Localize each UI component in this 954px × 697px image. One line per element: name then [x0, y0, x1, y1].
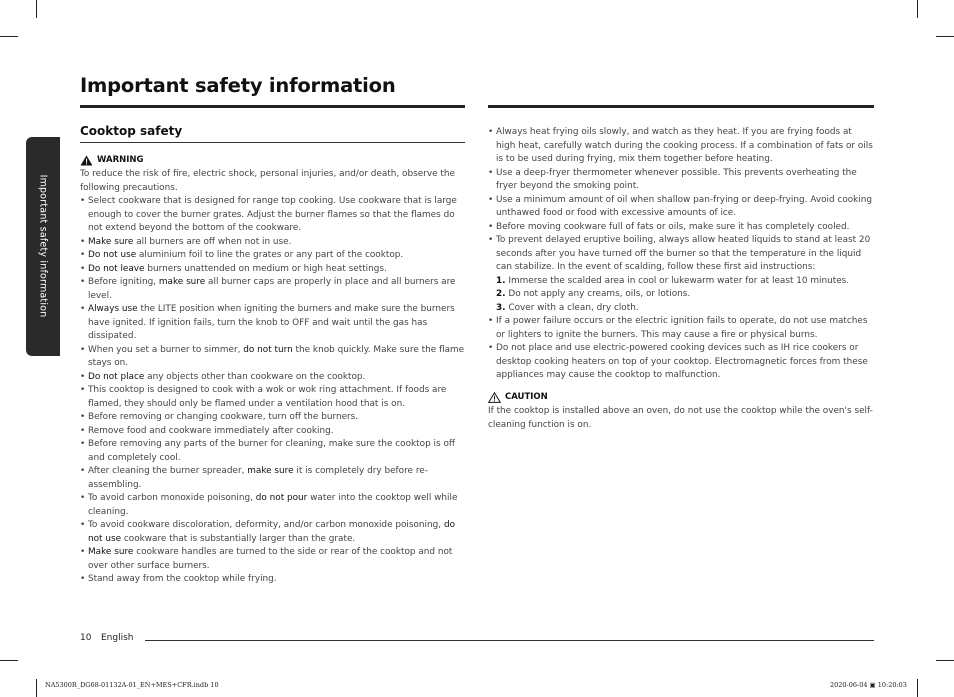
warning-intro: To reduce the risk of fire, electric shock, personal injuries, and/or death, observe the following precautions.: [80, 169, 455, 193]
side-tab-label: Important safety information: [37, 174, 49, 318]
list-item: [80, 411, 465, 425]
emphasis-text: do not pour: [255, 493, 308, 503]
list-item: [80, 384, 465, 411]
item-text: When you set a burner to simmer,: [88, 344, 244, 355]
list-item: • If a power failure occurs or the electric ignition fails to operate, do not use matches or lighters to ignite the burners. This may cause a fire or physical burns.: [488, 315, 874, 342]
crop-mark: [36, 679, 37, 697]
step-text: Immerse the scalded area in cool or lukewarm water for at least 10 minutes.: [505, 275, 850, 286]
list-item: • Before moving cookware full of fats or oils, make sure it has completely cooled.: [488, 221, 874, 235]
list-item: [80, 236, 465, 250]
item-text: To avoid carbon monoxide poisoning,: [88, 493, 256, 503]
page-language: English: [101, 633, 134, 643]
power-failure-list: [488, 315, 874, 383]
item-text: cookware handles are turned to the side or rear of the cooktop and not over other surface burners.: [88, 547, 453, 571]
list-item: • Use a deep-fryer thermometer whenever possible. This prevents overheating the fryer beyond the smoking point.: [488, 167, 874, 194]
list-item: • Always heat frying oils slowly, and watch as they heat. If you are frying foods at high heat, carefully watch during the cooking process. If a combination of fats or oils is to be used during frying, mix them together before heating.: [488, 126, 874, 167]
item-text: Select cookware that is designed for range top cooking. Use cookware that is large enough to cover the burner grates. Adjust the burner flames so that the flames do not extend beyond the bottom of the cookware.: [88, 196, 457, 233]
title-rule-right: [488, 105, 874, 108]
step-number: 1.: [496, 275, 506, 286]
item-text: Before removing any parts of the burner for cleaning, make sure the cooktop is off and completely cool.: [88, 439, 455, 463]
item-text: all burners are off when not in use.: [133, 236, 292, 247]
warning-label: WARNING: [97, 154, 144, 165]
step-text: Do not apply any creams, oils, or lotions.: [505, 289, 691, 299]
item-text: This cooktop is designed to cook with a wok or wok ring attachment. If foods are flamed, they should only be flamed under a ventilation hood that is on.: [88, 385, 447, 409]
item-text: the knob quickly. Make sure the flame stays on.: [88, 344, 465, 368]
crop-mark: [917, 679, 918, 697]
emphasis-text: make sure: [158, 277, 206, 287]
list-item: [80, 546, 465, 573]
crop-mark: [0, 660, 18, 661]
item-text: it is completely dry before re-assembling.: [88, 466, 428, 490]
crop-mark: [36, 0, 37, 18]
step-item: [496, 302, 874, 316]
crop-mark: [0, 36, 18, 37]
list-item: [80, 371, 465, 385]
emphasis-text: make sure: [247, 466, 294, 476]
list-item: [80, 425, 465, 439]
list-item: [80, 492, 465, 519]
emphasis-text: do not use: [88, 520, 456, 544]
item-text: any objects other than cookware on the cooktop.: [144, 371, 366, 382]
title-rule-left: [80, 105, 465, 108]
item-text: To avoid cookware discoloration, deformity, and/or carbon monoxide poisoning,: [88, 520, 444, 530]
list-item: • To prevent delayed eruptive boiling, always allow heated liquids to stand at least 20 seconds after you have turned off the burner so that the temperature in the liquid can stabilize. In the event of scalding, follow these first aid instructions:: [488, 234, 874, 275]
crop-mark: [917, 0, 918, 18]
list-item: • Use a minimum amount of oil when shallow pan-frying or deep-frying. Avoid cooking unthawed food or food with excessive amounts of ice.: [488, 194, 874, 221]
emphasis-text: Do not use: [88, 250, 137, 260]
emphasis-text: Always use: [88, 304, 138, 314]
frying-list: [488, 126, 874, 275]
item-text: water into the cooktop well while cleaning.: [88, 493, 458, 517]
page-number: 10: [80, 633, 92, 643]
left-column: [80, 125, 465, 587]
print-date-imprint: 2020-06-04 ▣ 10:20:03: [830, 681, 907, 689]
crop-mark: [936, 660, 954, 661]
list-item: • Do not place and use electric-powered cooking devices such as IH rice cookers or desktop cooking heaters on top of your cooktop. Electromagnetic forces from these appliances may cause the cooktop to malfunction.: [488, 342, 874, 383]
item-text: Before removing or changing cookware, turn off the burners.: [88, 412, 359, 422]
list-item: [80, 344, 465, 371]
item-text: Stand away from the cooktop while frying.: [88, 574, 277, 584]
right-column: [488, 126, 874, 432]
print-file-imprint: NA5300R_DG68-01132A-01_EN+MES+CFR.indb 10: [45, 681, 219, 689]
list-item: [80, 195, 465, 236]
warning-icon: [80, 155, 93, 166]
item-text: cookware that is substantially larger than the grate.: [121, 533, 356, 544]
footer-rule: [145, 640, 874, 641]
emphasis-text: Do not leave: [88, 263, 145, 274]
list-item: [80, 276, 465, 303]
section-title: Cooktop safety: [80, 125, 465, 143]
crop-mark: [936, 36, 954, 37]
list-item: [80, 519, 465, 546]
list-item: [80, 303, 465, 344]
item-text: Remove food and cookware immediately after cooking.: [88, 425, 334, 436]
step-item: [496, 288, 874, 302]
emphasis-text: Do not place: [88, 371, 145, 382]
list-item: [80, 573, 465, 587]
emphasis-text: do not turn: [243, 344, 293, 355]
caution-icon: [488, 392, 501, 403]
warning-list: [80, 195, 465, 587]
caution-heading: [488, 391, 874, 405]
step-number: 2.: [496, 289, 506, 299]
warning-heading: [80, 154, 465, 168]
step-item: [496, 275, 874, 289]
item-text: Before igniting,: [88, 277, 159, 287]
item-text: After cleaning the burner spreader,: [88, 466, 248, 476]
item-text: burners unattended on medium or high heat settings.: [144, 263, 387, 274]
emphasis-text: Make sure: [88, 547, 134, 557]
list-item: [80, 249, 465, 263]
page-title: Important safety information: [80, 74, 396, 97]
emphasis-text: Make sure: [88, 236, 134, 247]
item-text: all burner caps are properly in place and all burners are level.: [88, 277, 456, 301]
caution-label: CAUTION: [505, 391, 548, 402]
item-text: the LITE position when igniting the burners and make sure the burners have ignited. If ignition fails, turn the knob to OFF and wait until the gas has dissipated.: [88, 304, 455, 341]
step-number: 3.: [496, 302, 506, 313]
step-text: Cover with a clean, dry cloth.: [505, 302, 639, 313]
caution-text: If the cooktop is installed above an oven, do not use the cooktop while the oven's self-cleaning function is on.: [488, 406, 873, 430]
first-aid-steps: [488, 275, 874, 316]
list-item: [80, 263, 465, 277]
item-text: aluminium foil to line the grates or any part of the cooktop.: [136, 250, 404, 260]
list-item: [80, 438, 465, 465]
side-section-tab: [26, 137, 60, 356]
list-item: [80, 465, 465, 492]
